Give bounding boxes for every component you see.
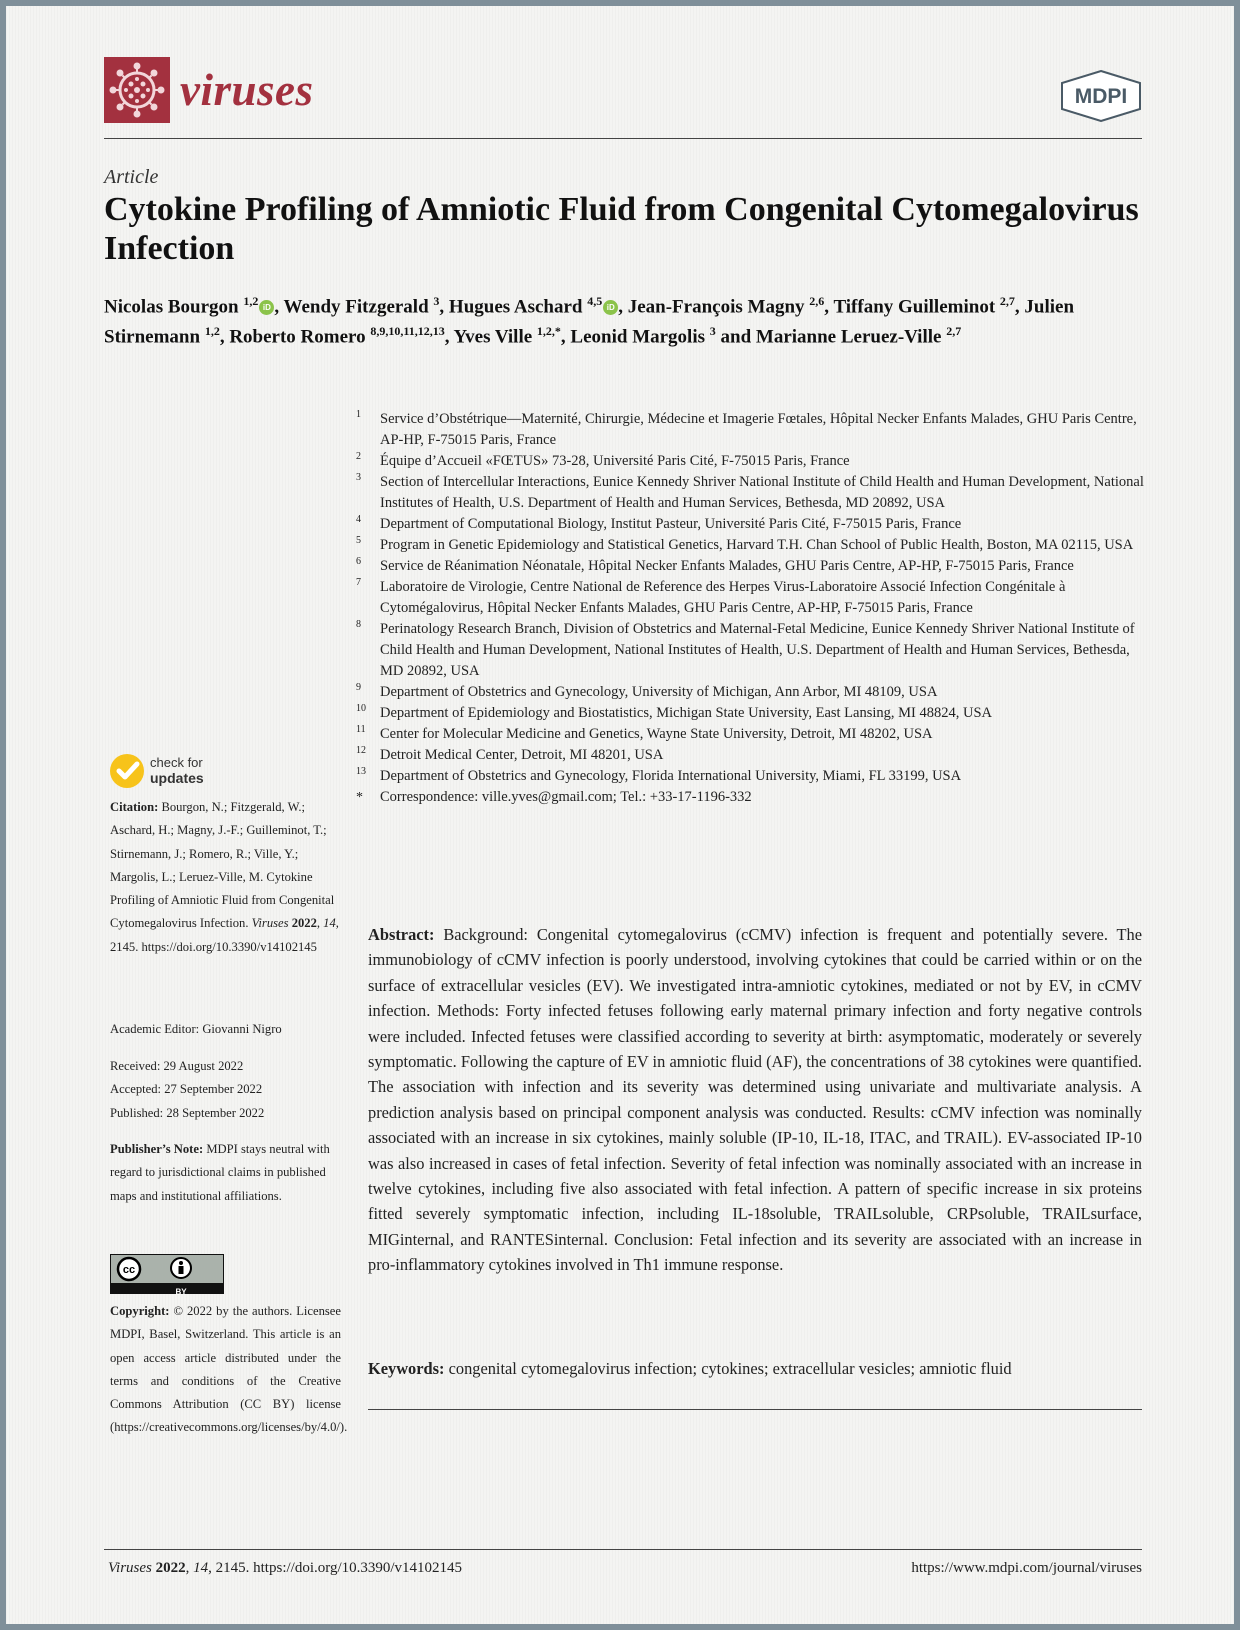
affiliation-number: 12 xyxy=(356,745,366,756)
article-type: Article xyxy=(104,166,159,188)
citation-year: 2022 xyxy=(291,916,317,931)
correspondence xyxy=(354,787,1144,808)
affiliation-item xyxy=(354,514,1144,535)
affiliation-text: Program in Genetic Epidemiology and Statistical Genetics, Harvard T.H. Chan School of Public Health, Boston, MA 02115, USA xyxy=(380,537,1134,553)
citation-label: Citation: xyxy=(110,800,159,814)
check-for-updates-button[interactable] xyxy=(110,754,240,790)
copyright-block xyxy=(110,1300,348,1440)
article-page xyxy=(6,6,1234,1624)
footer-year: 2022 xyxy=(155,1560,186,1576)
affiliation-text: Center for Molecular Medicine and Genetics, Wayne State University, Detroit, MI 48202, USA xyxy=(380,726,933,742)
affiliation-item xyxy=(354,409,1144,451)
author-name: Marianne Leruez-Ville xyxy=(755,326,947,348)
footer-journal: Viruses xyxy=(108,1560,152,1576)
journal-header xyxy=(104,54,1142,139)
author-list: Nicolas Bourgon $^{1,2}$ iD , Wendy Fitzgerald $^3$, Hugues Aschard $^{4,5}$ iD , Jean-François Magny $^{2,6}$, Tiffany Guilleminot $^{2,7}$, Julien Stirnemann $^{1,2}$, Roberto Romero $^{8,9,10,11,12,13}$, Yves Ville $^{1,2,*}$, Leonid Margolis $^3$ and Marianne Leruez-Ville $^{2,7}$ xyxy=(104,294,1075,348)
check-updates-line2: updates xyxy=(150,770,204,786)
abstract-text: Background: Congenital cytomegalovirus (cCMV) infection is frequent and potentially severe. The immunobiology of cCMV infection is poorly understood, involving cytokines that could be carried within or on the surface of extracellular vesicles (EV). We investigated intra-amniotic cytokines, mediated or not by EV, in cCMV infection. Methods: Forty infected fetuses following early maternal primary infection and forty negative controls were included. Infected fetuses were classified according to severity at birth: asymptomatic, moderately or severely symptomatic. Following the capture of EV in amniotic fluid (AF), the concentrations of 38 cytokines were quantified. The association with infection and its severity was determined using univariate and multivariate analysis. A prediction analysis based on principal component analysis was conducted. Results: cCMV infection was nominally associated with an increase in six cytokines, mainly soluble (IP-10, IL-18, ITAC, and TRAIL). EV-associated IP-10 was also increased in cases of fetal infection. Severity of fetal infection was nominally associated with an increase in twelve cytokines, including five also associated with fetal infection. A pattern of specific increase in six proteins fitted severely symptomatic infection, including IL-18soluble, TRAILsoluble, CRPsoluble, TRAILsurface, MIGinternal, and RANTESinternal. Conclusion: Fetal infection and its severity are associated with an increase in pro-inflammatory cytokines involved in Th1 immune response. xyxy=(368,925,1142,1275)
affiliation-text: Department of Obstetrics and Gynecology, Florida International University, Miami, FL 33199, USA xyxy=(380,768,962,784)
by-label: BY xyxy=(175,1287,187,1296)
section-divider xyxy=(368,1409,1142,1410)
viruses-logo-icon xyxy=(104,57,170,123)
journal-name: viruses xyxy=(180,65,314,115)
author-affiliation-mark: 2,6 xyxy=(809,294,825,308)
author-affiliation-mark: 4,5 xyxy=(587,294,603,308)
checkmark-icon xyxy=(110,754,144,788)
copyright-text: © 2022 by the authors. Licensee MDPI, Basel, Switzerland. This article is an open access article distributed under the terms and conditions of the Creative Commons Attribution (CC BY) license (https://creativecommons.org/licenses/by/4.0/). xyxy=(110,1304,348,1435)
affiliation-item xyxy=(354,619,1144,682)
affiliation-item xyxy=(354,577,1144,619)
affiliation-item xyxy=(354,745,1144,766)
author-name: Roberto Romero xyxy=(229,326,371,348)
publisher-note-label: Publisher’s Note: xyxy=(110,1142,204,1156)
affiliation-text: Department of Epidemiology and Biostatistics, Michigan State University, East Lansing, MI 48824, USA xyxy=(380,705,993,721)
affiliation-number: 9 xyxy=(356,682,361,693)
affiliation-text: Department of Computational Biology, Institut Pasteur, Université Paris Cité, F-75015 Paris, France xyxy=(380,516,962,532)
keywords xyxy=(368,1356,1142,1381)
article-title: Cytokine Profiling of Amniotic Fluid from Congenital Cytomegalovirus Infection xyxy=(104,191,1139,267)
author-affiliation-mark: 1,2 xyxy=(204,324,220,339)
check-updates-line1: check for xyxy=(150,755,203,770)
academic-editor: Academic Editor: Giovanni Nigro xyxy=(110,1022,282,1036)
citation-pages: , 2145. xyxy=(110,916,339,954)
keywords-text: congenital cytomegalovirus infection; cytokines; extracellular vesicles; amniotic fluid xyxy=(448,1359,1012,1378)
affiliation-number: 3 xyxy=(356,472,361,483)
keywords-label: Keywords: xyxy=(368,1359,445,1378)
author-affiliation-mark: 3 xyxy=(433,294,440,308)
author-affiliation-mark: 8,9,10,11,12,13 xyxy=(370,324,445,339)
copyright-label: Copyright: xyxy=(110,1304,170,1318)
citation-text: Bourgon, N.; Fitzgerald, W.; Aschard, H.; Magny, J.-F.; Guilleminot, T.; Stirnemann, J.; Romero, R.; Ville, Y.; Margolis, L.; Leruez-Ville, M. Cytokine Profiling of Amniotic Fluid from Congenital Cytomegalovirus Infection. xyxy=(110,800,335,931)
affiliation-text: Perinatology Research Branch, Division of Obstetrics and Maternal-Fetal Medicine, Eunice Kennedy Shriver National Institute of Child Health and Human Development, National Institutes of Health, U.S. Department of Health and Human Services, Bethesda, MD 20892, USA xyxy=(380,621,1135,679)
affiliation-item xyxy=(354,535,1144,556)
author-name: Jean-François Magny xyxy=(627,296,810,318)
author-affiliation-mark: 2,7 xyxy=(946,324,962,339)
affiliation-text: Detroit Medical Center, Detroit, MI 48201, USA xyxy=(380,747,664,763)
affiliation-number: 10 xyxy=(356,703,366,714)
received-date: Received: 29 August 2022 xyxy=(110,1059,244,1073)
affiliation-text: Section of Intercellular Interactions, Eunice Kennedy Shriver National Institute of Child Health and Human Development, National Institutes of Health, U.S. Department of Health and Human Services, Bethesda, MD 20892, USA xyxy=(380,474,1144,511)
publication-dates xyxy=(110,1055,341,1125)
citation-journal: Viruses xyxy=(251,916,289,931)
page-footer xyxy=(104,1549,1142,1576)
footer-doi[interactable]: , 2145. https://doi.org/10.3390/v14102145 xyxy=(208,1560,463,1576)
affiliation-item xyxy=(354,556,1144,577)
orcid-icon[interactable]: iD xyxy=(259,300,274,315)
abstract xyxy=(368,922,1142,1278)
footer-journal-url[interactable]: https://www.mdpi.com/journal/viruses xyxy=(911,1560,1142,1576)
author-name: Hugues Aschard xyxy=(448,296,588,318)
affiliation-number: 11 xyxy=(356,724,366,735)
affiliation-number: 2 xyxy=(356,451,361,462)
author-affiliation-mark: 3 xyxy=(709,324,716,339)
publisher-note-text: MDPI stays neutral with regard to jurisdictional claims in published maps and institutional affiliations. xyxy=(110,1142,330,1203)
correspondence-text: Correspondence: ville.yves@gmail.com; Tel.: +33-17-1196-332 xyxy=(380,789,752,805)
affiliation-item xyxy=(354,451,1144,472)
author-name: Leonid Margolis xyxy=(570,326,710,348)
publisher-note xyxy=(110,1138,341,1208)
affiliation-text: Service d’Obstétrique—Maternité, Chirurgie, Médecine et Imagerie Fœtales, Hôpital Necker Enfants Malades, GHU Paris Centre, AP-HP, F-75015 Paris, France xyxy=(380,411,1137,448)
affiliations-list xyxy=(354,409,1144,808)
author-name: Yves Ville xyxy=(453,326,537,348)
published-date: Published: 28 September 2022 xyxy=(110,1105,265,1120)
orcid-icon[interactable]: iD xyxy=(603,300,618,315)
footer-volume: 14 xyxy=(193,1560,209,1576)
affiliation-number: 8 xyxy=(356,619,361,630)
affiliation-text: Équipe d’Accueil «FŒTUS» 73-28, Université Paris Cité, F-75015 Paris, France xyxy=(380,453,850,469)
author-affiliation-mark: 2,7 xyxy=(999,294,1015,308)
affiliation-item xyxy=(354,724,1144,745)
author-name: Tiffany Guilleminot xyxy=(833,296,1000,318)
affiliation-item xyxy=(354,703,1144,724)
cc-icon-text: cc xyxy=(122,1264,136,1276)
citation-doi-link[interactable]: https://doi.org/10.3390/v14102145 xyxy=(141,939,317,954)
affiliation-number: 4 xyxy=(356,514,361,525)
abstract-label: Abstract: xyxy=(368,925,435,944)
affiliation-item xyxy=(354,766,1144,787)
affiliation-text: Laboratoire de Virologie, Centre National de Reference des Herpes Virus-Laboratoire Associé Infection Congénitale à Cytomégalovirus, Hôpital Necker Enfants Malades, GHU Paris Centre, AP-HP, F-75015 Paris, France xyxy=(380,579,1066,616)
citation-volume: 14 xyxy=(323,916,336,931)
citation-block: Citation: Bourgon, N.; Fitzgerald, W.; Aschard, H.; Magny, J.-F.; Guilleminot, T.; Stirnemann, J.; Romero, R.; Ville, Y.; Margolis, L.; Leruez-Ville, M. Cytokine Profiling of Amniotic Fluid from Congenital Cytomegalovirus Infection. Viruses 2022, 14, 2145. https://doi.org/10.3390/v14102145 xyxy=(110,800,339,954)
affiliation-number: 5 xyxy=(356,535,361,546)
affiliation-item xyxy=(354,472,1144,514)
cc-by-license-badge[interactable] xyxy=(110,1254,224,1294)
affiliation-number: 6 xyxy=(356,556,361,567)
author-name: Julien Stirnemann xyxy=(104,296,1075,348)
affiliation-item xyxy=(354,682,1144,703)
footer-citation: Viruses 2022, 14, 2145. https://doi.org/10.3390/v14102145 xyxy=(108,1560,463,1576)
affiliation-text: Service de Réanimation Néonatale, Hôpital Necker Enfants Malades, GHU Paris Centre, AP-HP, F-75015 Paris, France xyxy=(380,558,1074,574)
mdpi-logo-text: MDPI xyxy=(1074,85,1128,108)
accepted-date: Accepted: 27 September 2022 xyxy=(110,1082,263,1097)
mdpi-logo-icon xyxy=(1060,70,1142,122)
author-affiliation-mark: 1,2,* xyxy=(536,324,561,339)
affiliation-number: 1 xyxy=(356,409,361,420)
affiliation-number: 13 xyxy=(356,766,366,777)
correspondence-mark: * xyxy=(356,790,363,805)
author-name: Nicolas Bourgon xyxy=(104,296,244,318)
author-name: Wendy Fitzgerald xyxy=(283,296,434,318)
affiliation-text: Department of Obstetrics and Gynecology, University of Michigan, Ann Arbor, MI 48109, USA xyxy=(380,684,938,700)
affiliation-number: 7 xyxy=(356,577,361,588)
author-affiliation-mark: 1,2 xyxy=(243,294,259,308)
